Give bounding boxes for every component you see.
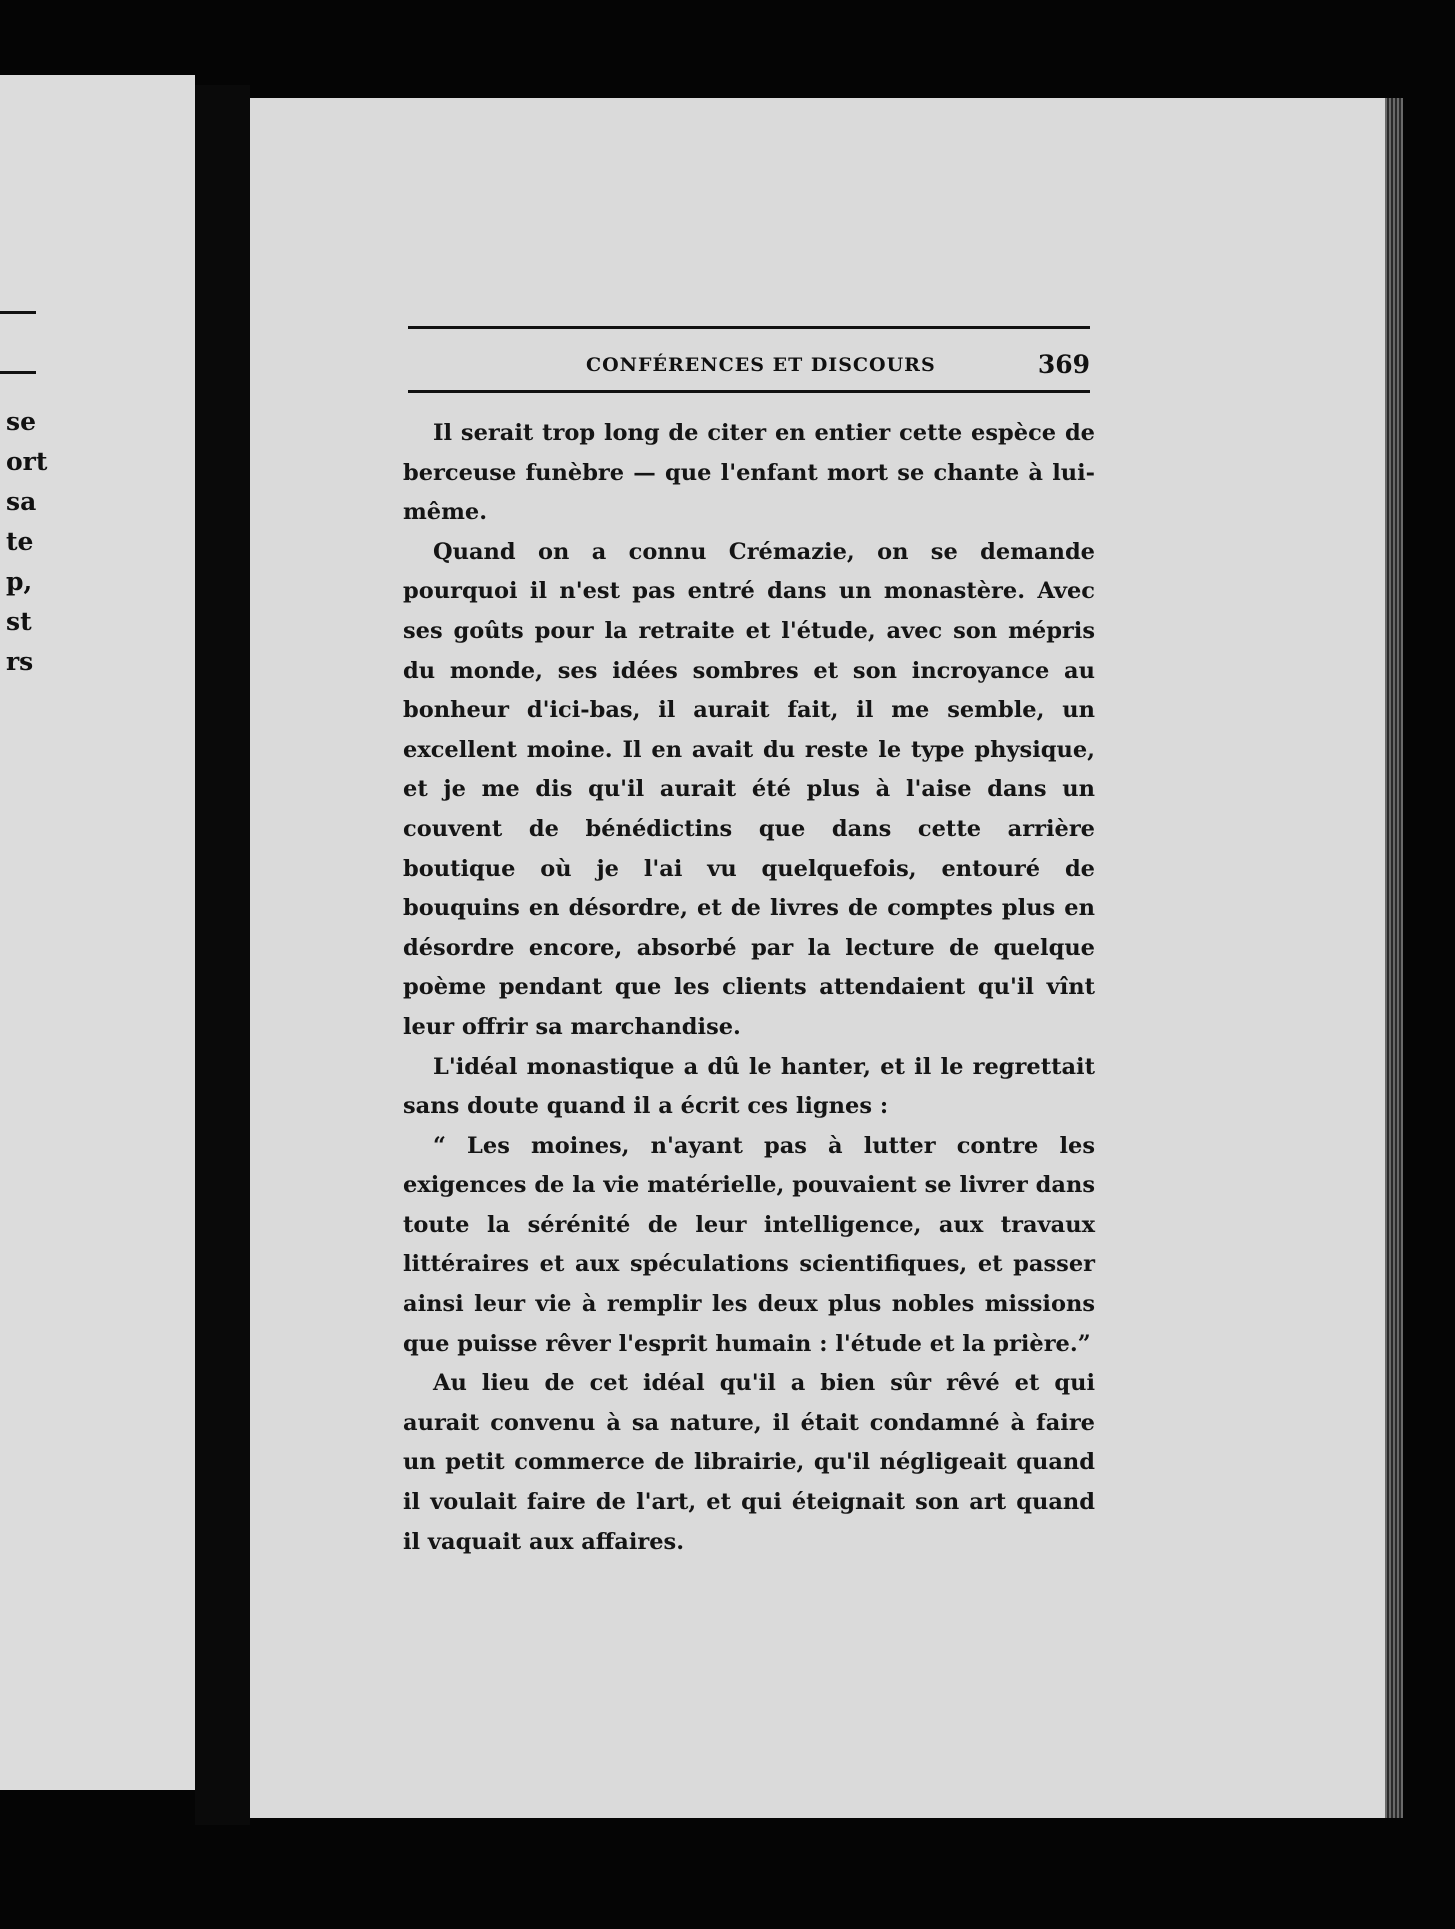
left-fragment: se xyxy=(6,407,36,436)
paragraph: L'idéal monastique a dû le hanter, et il le regrettait sans doute quand il a écrit ces lignes : xyxy=(403,1053,1095,1120)
header-bottom-rule xyxy=(408,390,1090,393)
page-number: 369 xyxy=(1037,350,1090,379)
left-page-edge xyxy=(0,75,195,1790)
left-page-rule xyxy=(0,311,36,314)
left-fragment: rs xyxy=(6,647,34,676)
left-page-rule xyxy=(0,371,36,374)
running-title: CONFÉRENCES ET DISCOURS xyxy=(586,354,936,376)
book-gutter xyxy=(195,85,250,1825)
page-edge-stack xyxy=(1385,98,1403,1818)
left-fragment: te xyxy=(6,527,34,556)
left-page-text-fragments xyxy=(6,402,46,682)
paragraph: Quand on a connu Crémazie, on se demande pourquoi il n'est pas entré dans un monastère. Avec ses goûts pour la retraite et l'étude, avec son mépris du monde, ses idées sombres et son incroyance au bonheur d'ici-bas, il aurait fait, il me semble, un excellent moine. Il en avait du reste le type physique, et je me dis qu'il aurait été plus à l'aise dans un couvent de bénédictins que dans cette arrière boutique où je l'ai vu quelquefois, entouré de bouquins en désordre, et de livres de comptes plus en désordre encore, absorbé par la lecture de quelque poème pendant que les clients attendaient qu'il vînt leur offrir sa marchandise. xyxy=(403,538,1095,1040)
page-header xyxy=(408,350,1090,380)
left-fragment: p, xyxy=(6,567,33,596)
quoted-paragraph: “ Les moines, n'ayant pas à lutter contre les exigences de la vie matérielle, pouvaient se livrer dans toute la sérénité de leur intelligence, aux travaux littéraires et aux spéculations scientifiques, et passer ainsi leur vie à remplir les deux plus nobles missions que puisse rêver l'esprit humain : l'étude et la prière.” xyxy=(403,1132,1095,1357)
header-top-rule xyxy=(408,326,1090,329)
left-fragment: sa xyxy=(6,487,37,516)
body-text xyxy=(403,414,1095,1562)
left-fragment: st xyxy=(6,607,32,636)
paragraph: Il serait trop long de citer en entier cette espèce de berceuse funèbre — que l'enfant mort se chante à lui-même. xyxy=(403,420,1095,526)
left-fragment: ort xyxy=(6,447,48,476)
paragraph: Au lieu de cet idéal qu'il a bien sûr rêvé et qui aurait convenu à sa nature, il était condamné à faire un petit commerce de librairie, qu'il négligeait quand il voulait faire de l'art, et qui éteignait son art quand il vaquait aux affaires. xyxy=(403,1370,1095,1555)
